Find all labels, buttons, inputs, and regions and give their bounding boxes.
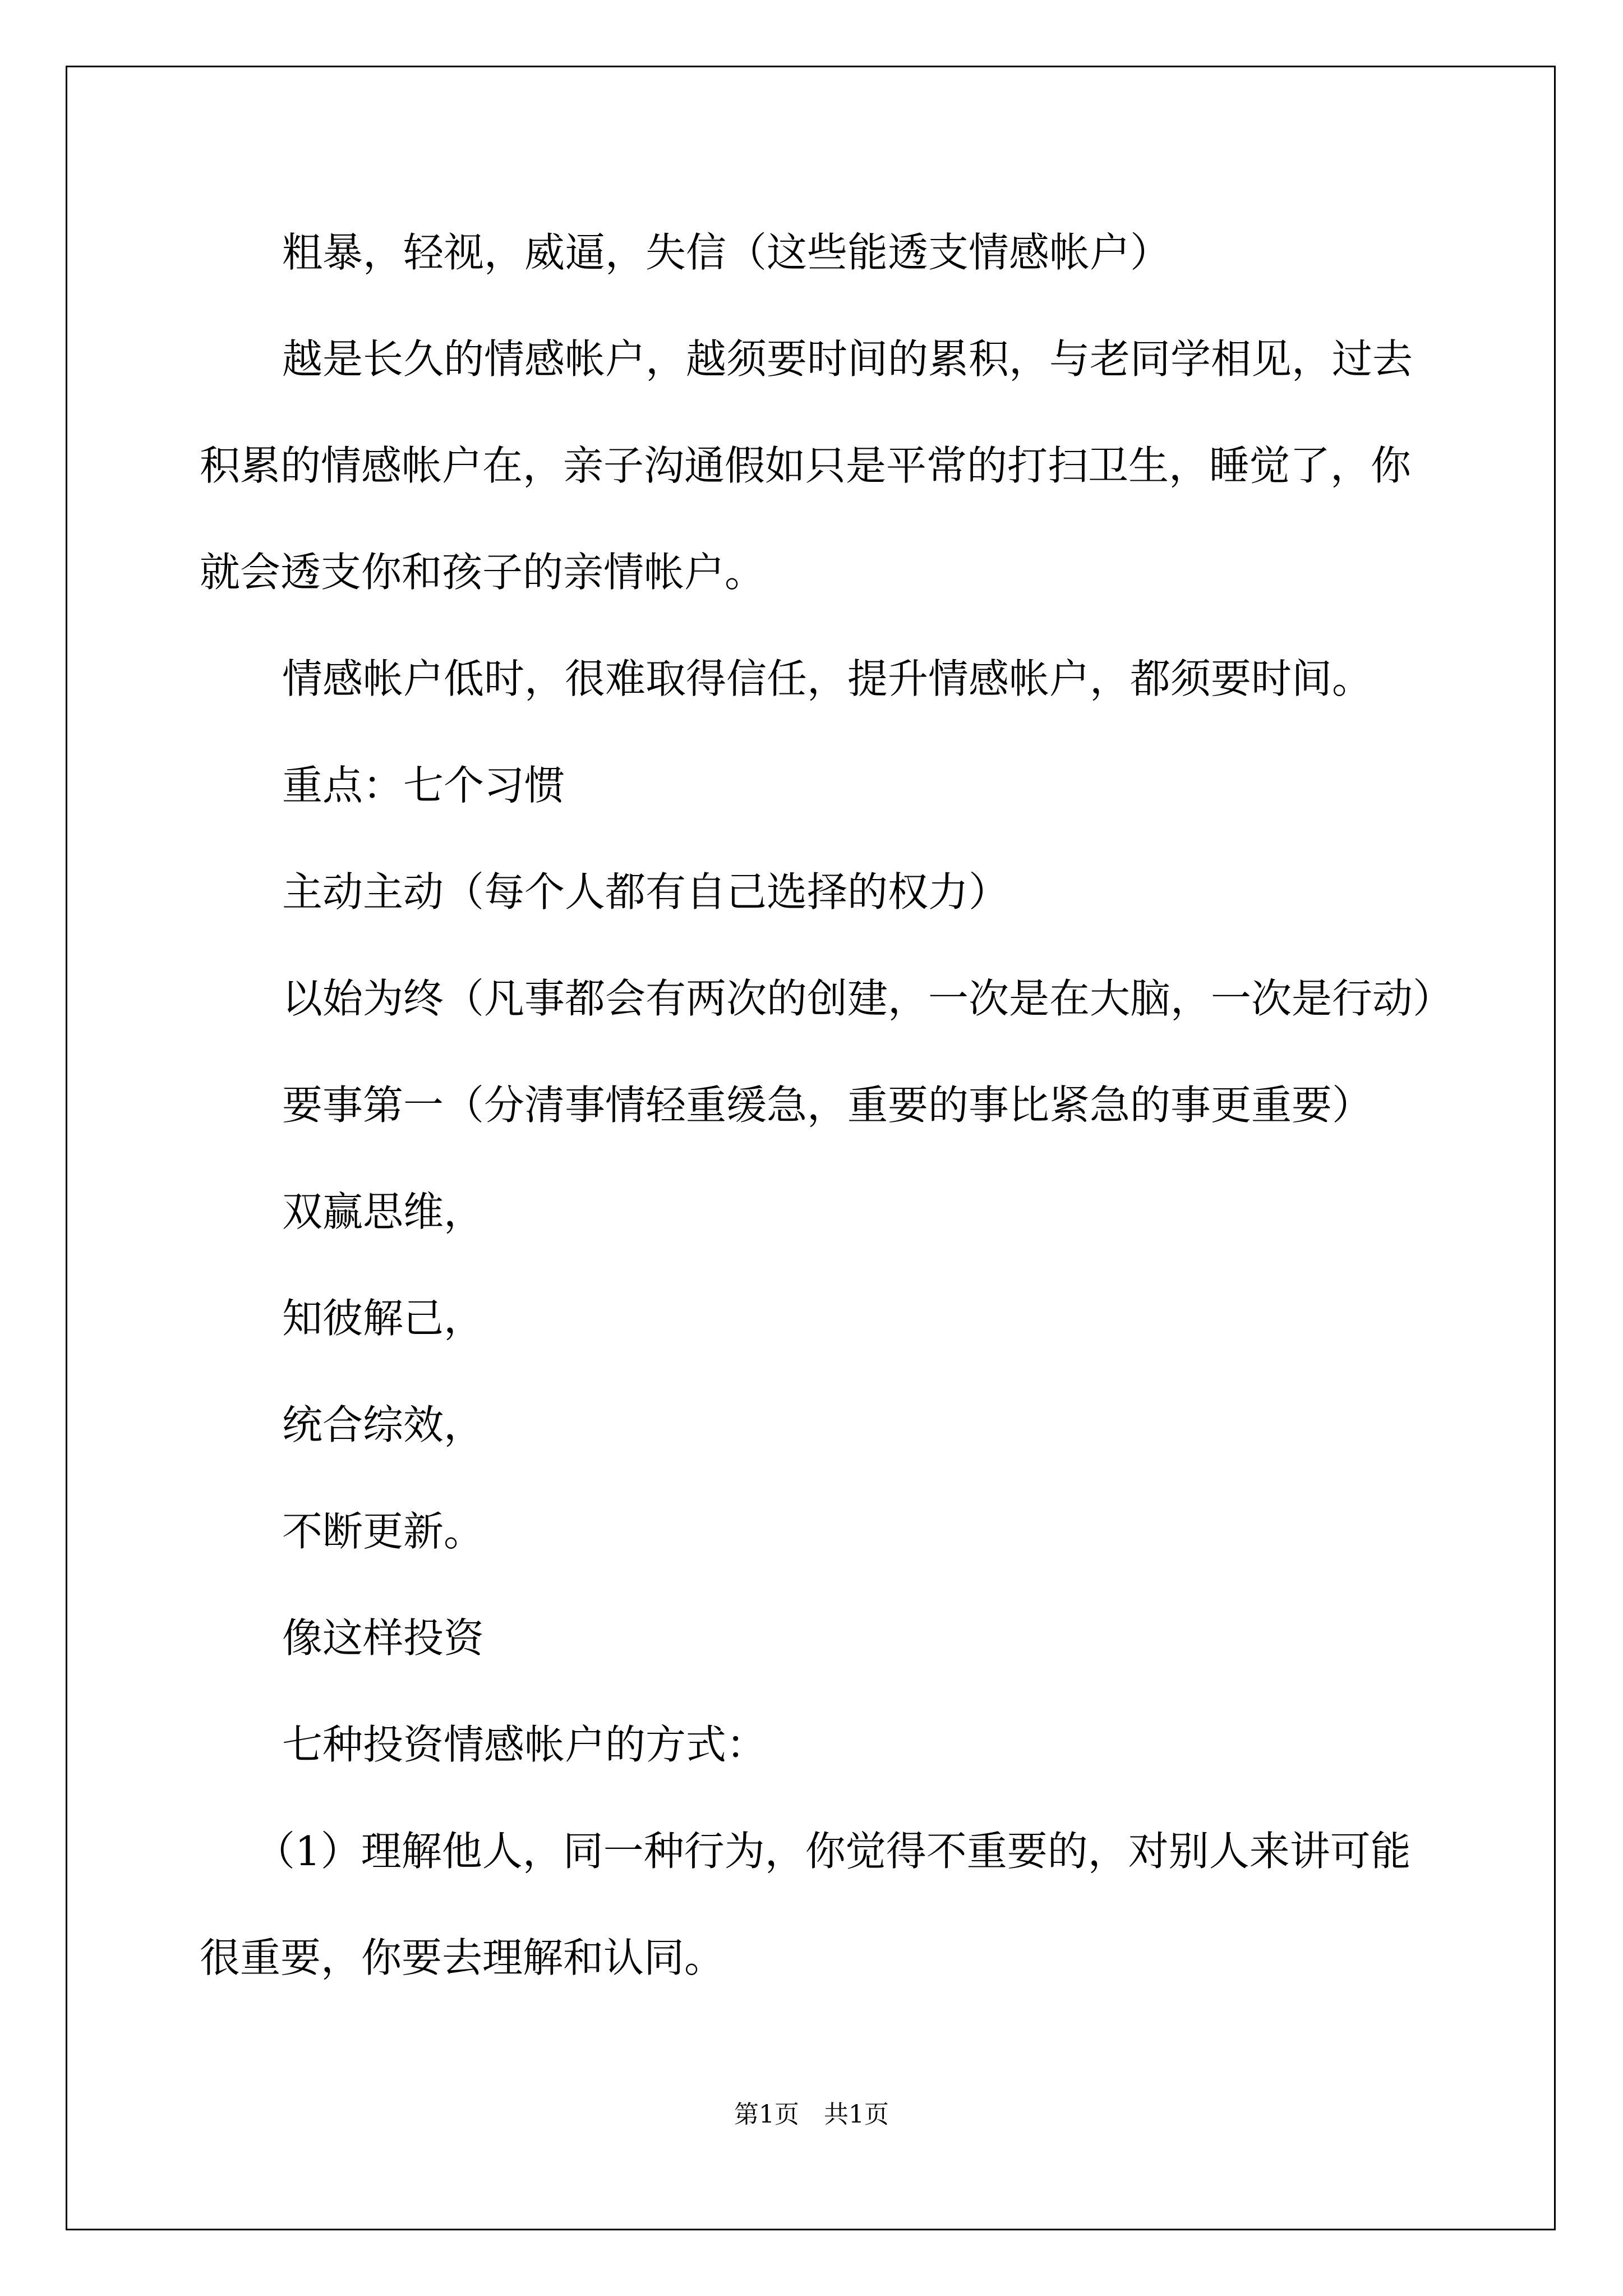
paragraph-line: 很重要，你要去理解和认同。	[200, 1934, 725, 1981]
page-border	[66, 66, 1556, 2230]
paragraph-line: 粗暴，轻视，威逼，失信（这些能透支情感帐户）	[282, 229, 1171, 276]
paragraph-line: 越是长久的情感帐户，越须要时间的累积，与老同学相见，过去	[282, 335, 1413, 383]
paragraph-line: 重点：七个习惯	[282, 762, 565, 809]
paragraph-line: 双赢思维，	[282, 1188, 485, 1235]
paragraph-line: 以始为终（凡事都会有两次的创建，一次是在大脑，一次是行动）	[282, 975, 1454, 1022]
paragraph-line: 要事第一（分清事情轻重缓急，重要的事比紧急的事更重要）	[282, 1082, 1373, 1129]
paragraph-line: 主动主动（每个人都有自己选择的权力）	[282, 868, 1009, 915]
paragraph-line: 像这样投资	[282, 1614, 485, 1662]
paragraph-line: 统合综效，	[282, 1401, 485, 1448]
paragraph-line: （1）理解他人，同一种行为，你觉得不重要的，对别人来讲可能	[255, 1828, 1411, 1875]
paragraph-line: 不断更新。	[282, 1508, 485, 1555]
paragraph-line: 就会透支你和孩子的亲情帐户。	[200, 549, 766, 596]
paragraph-line: 知彼解己，	[282, 1295, 485, 1342]
paragraph-line: 积累的情感帐户在，亲子沟通假如只是平常的打扫卫生，睡觉了，你	[200, 442, 1412, 489]
page-footer: 第1页 共1页	[734, 2100, 889, 2129]
paragraph-line: 情感帐户低时，很难取得信任，提升情感帐户，都须要时间。	[282, 655, 1373, 702]
paragraph-line: 七种投资情感帐户的方式：	[282, 1721, 767, 1768]
